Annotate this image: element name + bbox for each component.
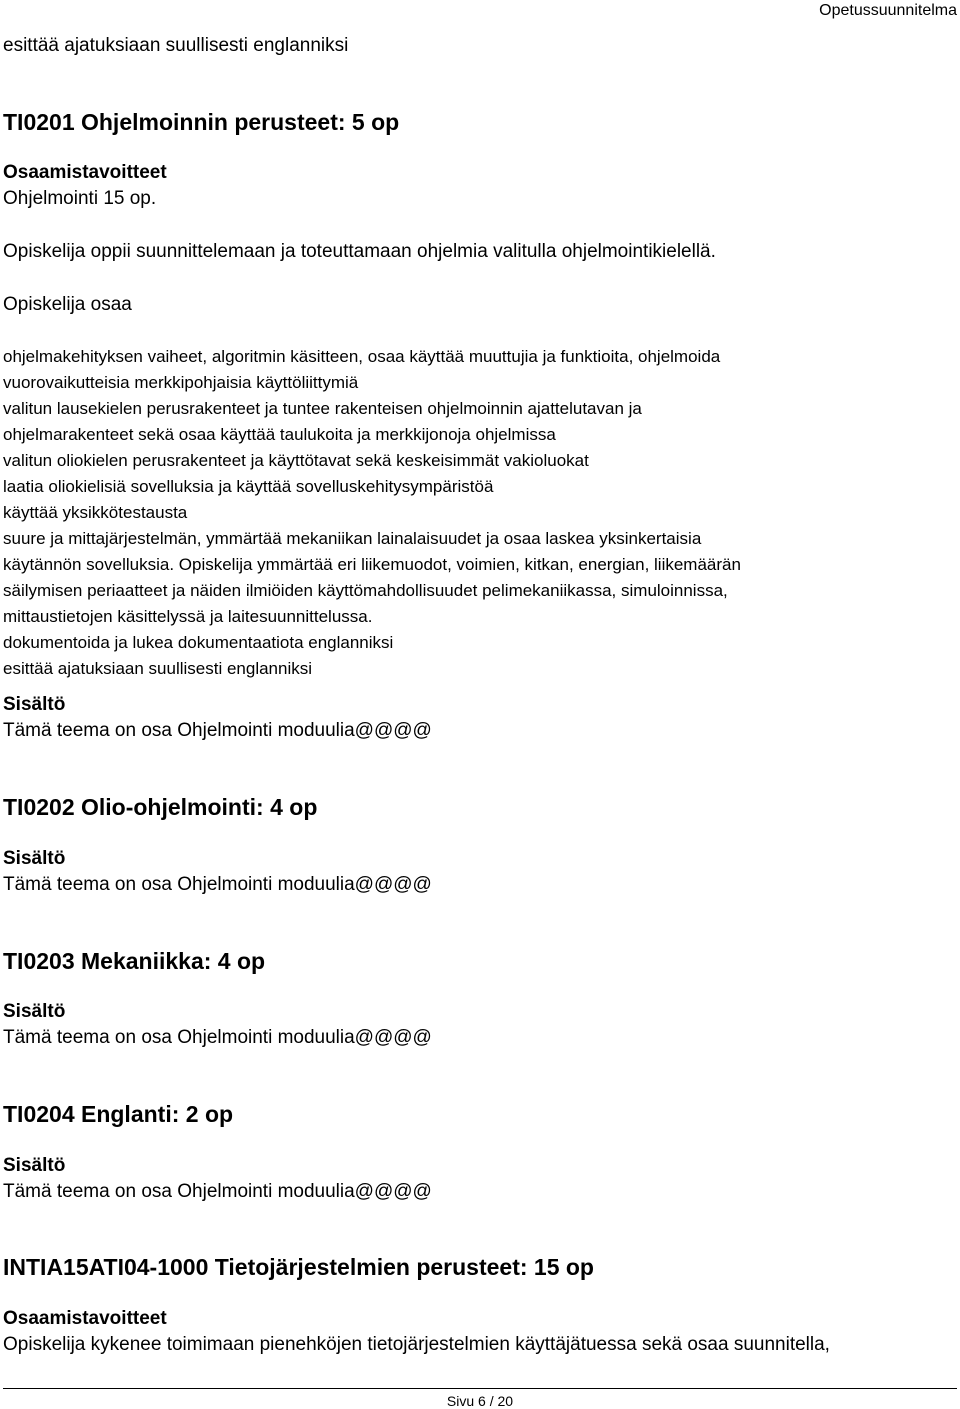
content-text: Tämä teema on osa Ohjelmointi moduulia@@@@	[3, 874, 432, 895]
course-title: TI0203 Mekaniikka: 4 op	[3, 948, 266, 974]
content-heading: Sisältö	[3, 1155, 66, 1176]
course-title: TI0204 Englanti: 2 op	[3, 1101, 234, 1127]
content-text: Tämä teema on osa Ohjelmointi moduulia@@@@	[3, 1181, 432, 1202]
objectives-heading: Osaamistavoitteet	[3, 162, 167, 183]
list-item: käytännön sovelluksia. Opiskelija ymmärtää eri liikemuodot, voimien, kitkan, energian, liikemäärän	[3, 555, 741, 574]
list-item: valitun oliokielen perusrakenteet ja käyttötavat sekä keskeisimmät vakioluokat	[3, 451, 589, 470]
course-title: TI0201 Ohjelmoinnin perusteet: 5 op	[3, 109, 400, 135]
content-text: Tämä teema on osa Ohjelmointi moduulia@@@@	[3, 720, 432, 741]
document-header-title: Opetussuunnitelma	[819, 2, 957, 19]
list-item: käyttää yksikkötestausta	[3, 503, 188, 522]
course-title: TI0202 Olio-ohjelmointi: 4 op	[3, 794, 318, 820]
content-heading: Sisältö	[3, 1001, 66, 1022]
list-item: dokumentoida ja lukea dokumentaatiota englanniksi	[3, 633, 394, 652]
content-heading: Sisältö	[3, 694, 66, 715]
objective-line: Opiskelija oppii suunnittelemaan ja toteuttamaan ohjelmia valitulla ohjelmointikielellä.	[3, 241, 716, 262]
objectives-heading: Osaamistavoitteet	[3, 1308, 167, 1329]
intro-line: esittää ajatuksiaan suullisesti englanniksi	[3, 35, 349, 56]
list-item: säilymisen periaatteet ja näiden ilmiöiden käyttömahdollisuudet pelimekaniikassa, simuloinnissa,	[3, 581, 728, 600]
objective-line: Opiskelija kykenee toimimaan pienehköjen tietojärjestelmien käyttäjätuessa sekä osaa suunnitella,	[3, 1334, 830, 1355]
list-item: suure ja mittajärjestelmän, ymmärtää mekaniikan lainalaisuudet ja osaa laskea yksinkertaisia	[3, 529, 702, 548]
objective-line: Ohjelmointi 15 op.	[3, 188, 157, 209]
list-item: esittää ajatuksiaan suullisesti englanniksi	[3, 659, 313, 678]
list-item: ohjelmakehityksen vaiheet, algoritmin käsitteen, osaa käyttää muuttujia ja funktioita, ohjelmoida	[3, 347, 721, 366]
list-item: vuorovaikutteisia merkkipohjaisia käyttöliittymiä	[3, 373, 359, 392]
footer-divider	[3, 1388, 957, 1389]
content-heading: Sisältö	[3, 848, 66, 869]
page-number: Sivu 6 / 20	[446, 1393, 514, 1409]
objective-list	[3, 344, 741, 682]
list-item: ohjelmarakenteet sekä osaa käyttää taulukoita ja merkkijonoja ohjelmissa	[3, 425, 556, 444]
content-text: Tämä teema on osa Ohjelmointi moduulia@@@@	[3, 1027, 432, 1048]
list-item: mittaustietojen käsittelyssä ja laitesuunnittelussa.	[3, 607, 373, 626]
course-title: INTIA15ATI04-1000 Tietojärjestelmien perusteet: 15 op	[3, 1254, 594, 1280]
list-item: laatia oliokielisiä sovelluksia ja käyttää sovelluskehitysympäristöä	[3, 477, 494, 496]
list-item: valitun lausekielen perusrakenteet ja tuntee rakenteisen ohjelmoinnin ajattelutavan ja	[3, 399, 642, 418]
objective-line: Opiskelija osaa	[3, 294, 132, 315]
